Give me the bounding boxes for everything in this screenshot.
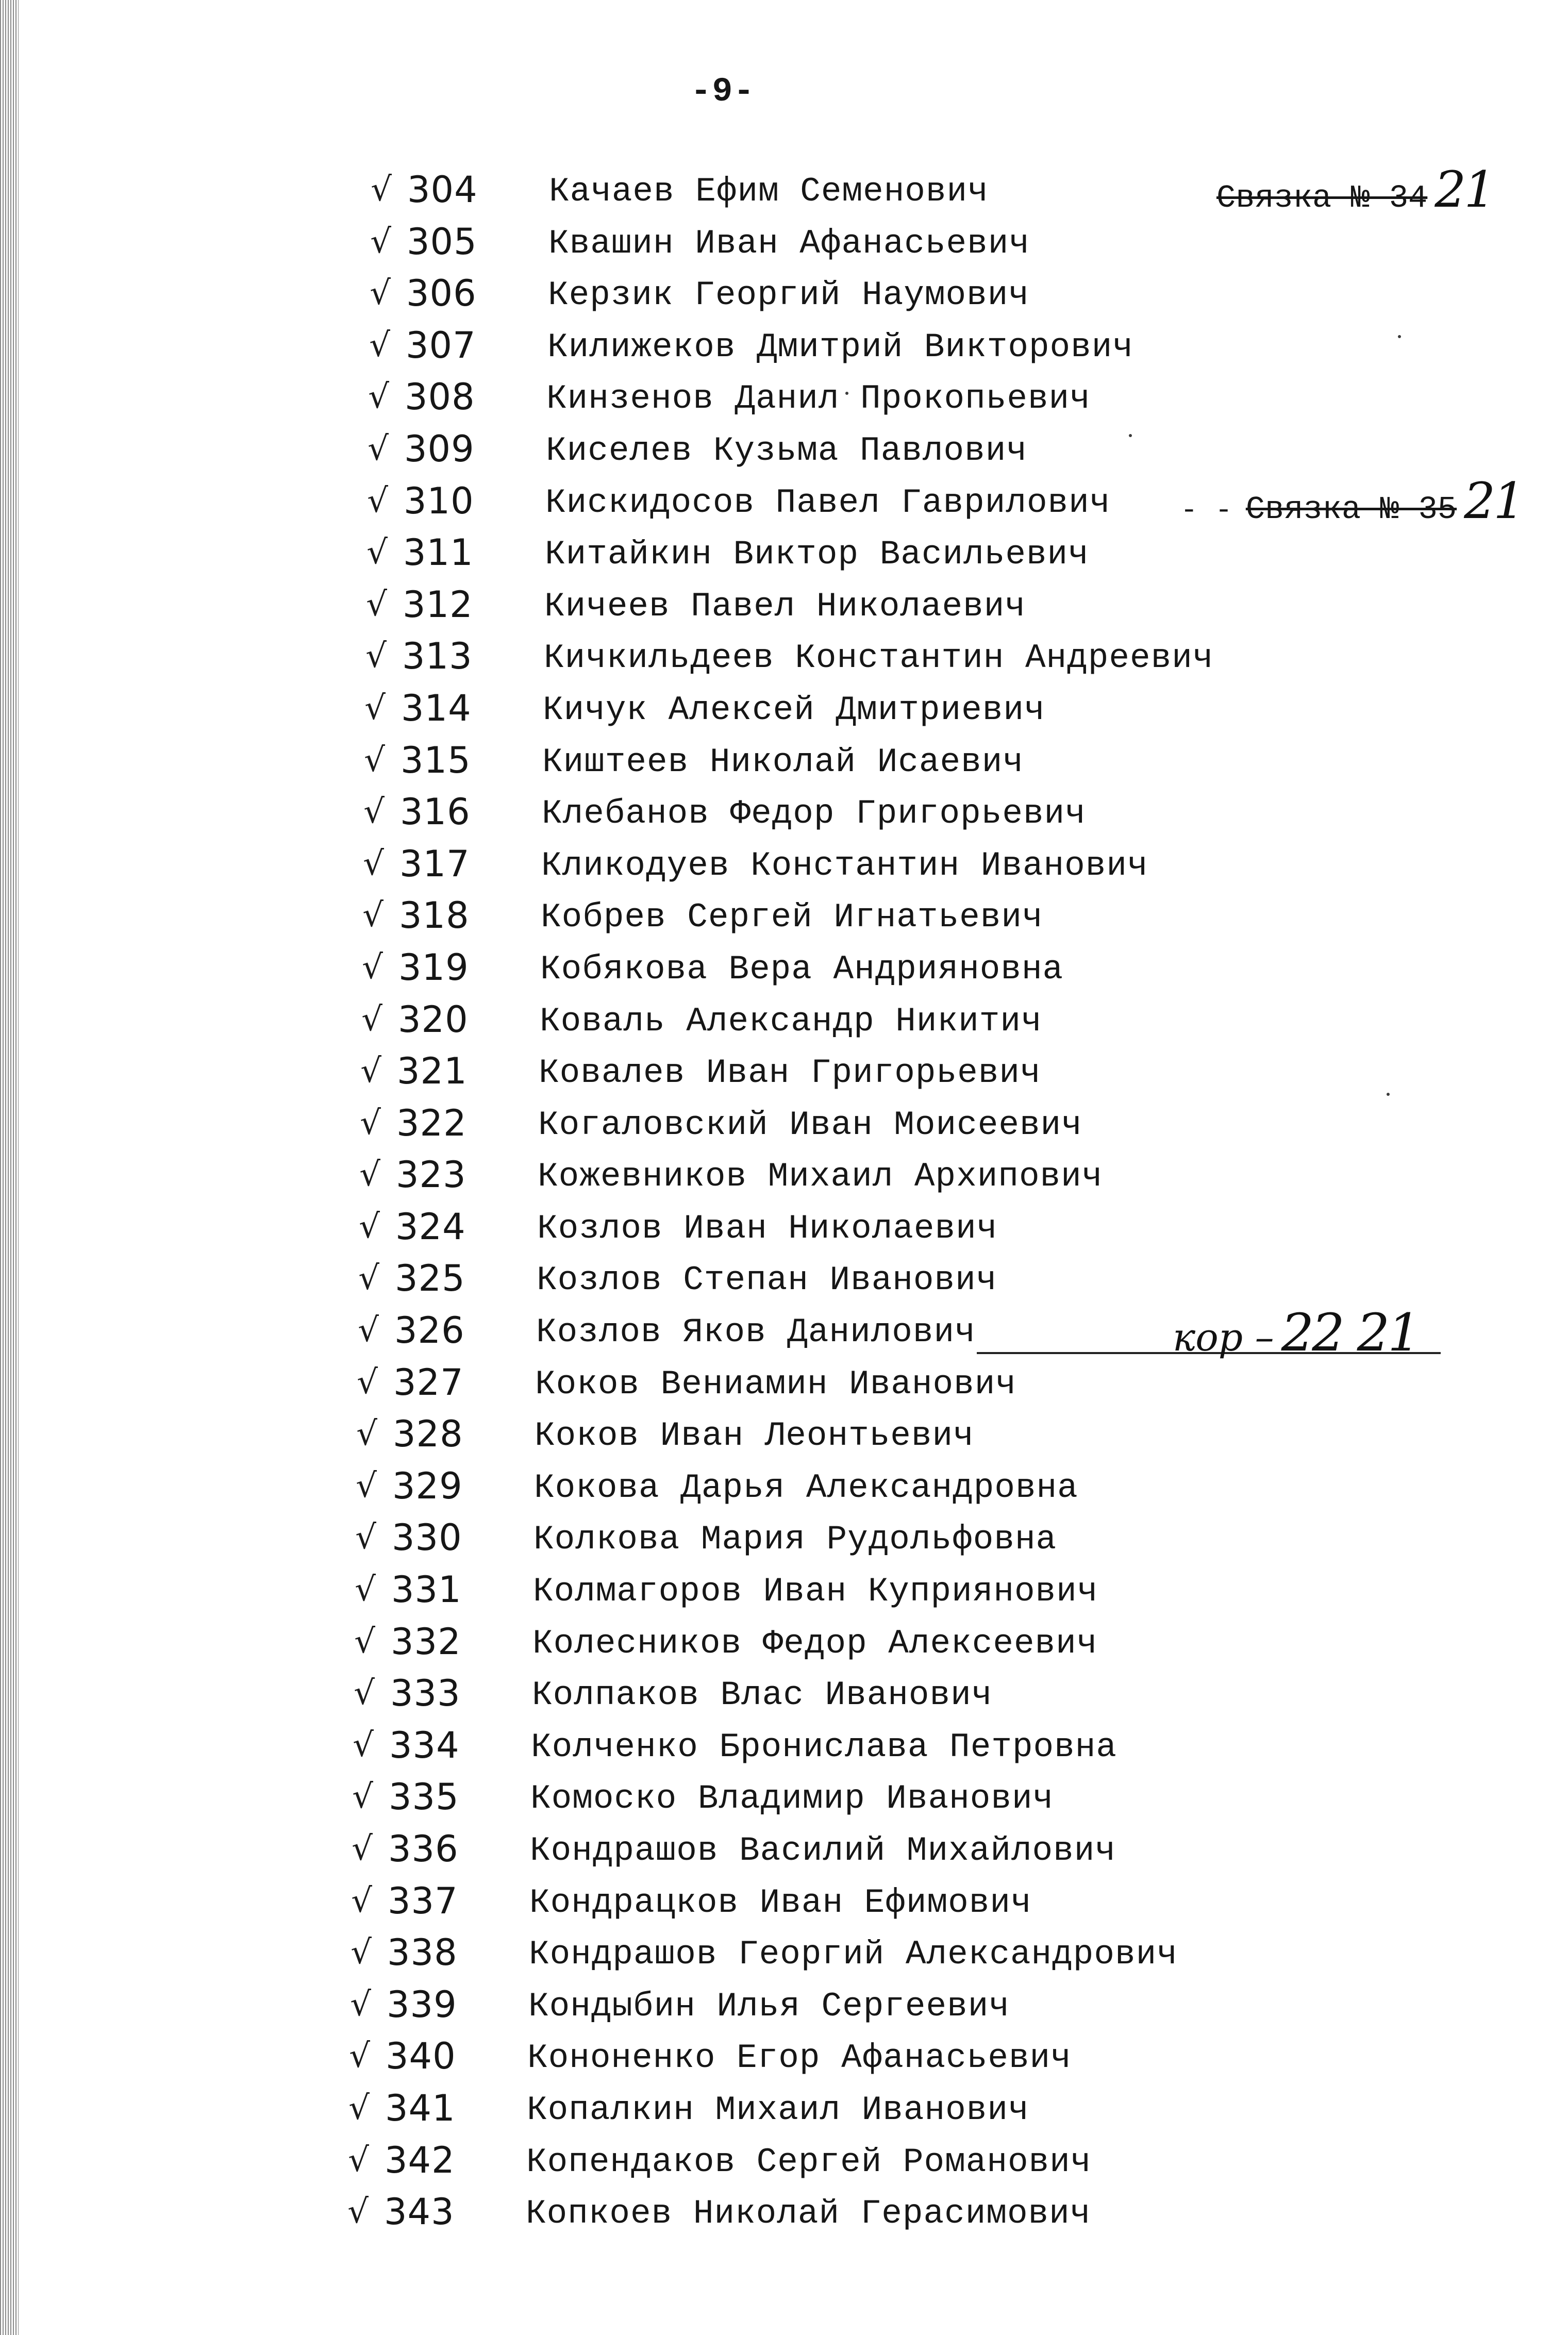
list-row: [0, 682, 1568, 735]
list-row: [0, 161, 1568, 219]
list-row: [0, 320, 1568, 372]
entry-number: 335: [389, 1776, 459, 1819]
list-row: [0, 942, 1568, 994]
person-name: Ковалев Иван Григорьевич: [539, 1054, 1041, 1093]
entry-number: 308: [405, 376, 475, 419]
list-row: [0, 2030, 1568, 2082]
list-row: [0, 527, 1568, 579]
person-name: Кобякова Вера Андрияновна: [540, 949, 1064, 989]
entry-number: 340: [386, 2035, 456, 2078]
correction-label: кор –: [1173, 1315, 1274, 1360]
person-name: Кичкильдеев Константин Андреевич: [544, 639, 1214, 678]
check-mark: √: [356, 1415, 377, 1454]
person-name: Керзик Георгий Наумович: [548, 276, 1029, 315]
list-row: [0, 371, 1568, 423]
check-mark: √: [370, 222, 391, 261]
check-mark: √: [358, 1259, 379, 1298]
person-name: Квашин Иван Афанасьевич: [548, 224, 1030, 263]
check-mark: √: [363, 844, 384, 883]
bundle-note: [1180, 472, 1523, 531]
person-name: Кожевников Михаил Архипович: [538, 1157, 1103, 1196]
entry-number: 336: [388, 1828, 459, 1870]
check-mark: √: [356, 1466, 377, 1505]
check-mark: √: [364, 689, 386, 727]
entry-number: 310: [404, 479, 474, 522]
person-name: Колмагоров Иван Куприянович: [533, 1572, 1098, 1611]
entry-number: 339: [387, 1983, 457, 2026]
check-mark: √: [351, 1933, 372, 1972]
check-mark: √: [355, 1519, 376, 1557]
entry-number: 309: [404, 427, 475, 470]
list-row: [0, 786, 1568, 838]
person-name: Кондрацков Иван Ефимович: [529, 1883, 1032, 1922]
person-name: Кононенко Егор Афанасьевич: [527, 2039, 1072, 2078]
person-name: Козлов Яков Данилович: [536, 1313, 976, 1352]
person-name: Клебанов Федор Григорьевич: [542, 794, 1086, 833]
check-mark: √: [367, 481, 388, 520]
check-mark: √: [368, 429, 389, 468]
entry-number: 334: [389, 1724, 460, 1766]
person-name: Китайкин Виктор Васильевич: [545, 535, 1089, 574]
check-mark: √: [368, 378, 389, 416]
list-row: [0, 838, 1568, 890]
person-name: Коков Вениамин Иванович: [535, 1364, 1016, 1404]
list-row: [0, 1771, 1568, 1823]
list-row: [0, 1408, 1568, 1460]
person-name: Копендаков Сергей Романович: [526, 2142, 1092, 2181]
name-list: [0, 161, 1568, 2238]
person-name: Килижеков Дмитрий Викторович: [547, 327, 1133, 366]
entry-number: 304: [407, 169, 478, 211]
check-mark: √: [358, 1311, 379, 1350]
list-row: [0, 1253, 1568, 1305]
list-row: [0, 630, 1568, 682]
bundle-label: Связка № 34: [1216, 180, 1428, 216]
list-row: [0, 268, 1568, 320]
entry-number: 327: [393, 1361, 464, 1404]
entry-number: 338: [387, 1931, 458, 1974]
entry-number: 330: [392, 1516, 462, 1559]
entry-number: 329: [392, 1464, 463, 1507]
person-name: Кинзенов Данил Прокопьевич: [546, 379, 1091, 419]
entry-number: 317: [399, 842, 470, 885]
list-row: [0, 994, 1568, 1046]
list-row: [0, 1564, 1568, 1616]
person-name: Киштеев Николай Исаевич: [542, 742, 1024, 781]
check-mark: √: [348, 2141, 369, 2179]
check-mark: √: [354, 1674, 375, 1713]
bundle-handwritten-number: 21: [1464, 472, 1523, 530]
list-row: [0, 1149, 1568, 1201]
list-row: [0, 890, 1568, 942]
check-mark: √: [359, 1207, 380, 1246]
entry-number: 322: [396, 1102, 467, 1144]
entry-number: 318: [399, 894, 470, 937]
check-mark: √: [371, 171, 392, 209]
entry-number: 314: [401, 687, 472, 729]
person-name: Качаев Ефим Семенович: [549, 172, 989, 211]
entry-number: 324: [395, 1205, 466, 1248]
list-row: [0, 1927, 1568, 1979]
list-row: [0, 1720, 1568, 1772]
entry-number: 326: [394, 1309, 465, 1352]
list-row: [0, 1201, 1568, 1253]
entry-number: 319: [398, 946, 469, 989]
list-row: [0, 2186, 1568, 2238]
list-row: [0, 2134, 1568, 2187]
check-mark: √: [363, 793, 385, 831]
entry-number: 307: [406, 324, 476, 366]
person-name: Комоско Владимир Иванович: [530, 1779, 1054, 1819]
person-name: Колкова Мария Рудольфовна: [533, 1520, 1057, 1559]
person-name: Кондыбин Илья Сергеевич: [528, 1987, 1010, 2026]
bundle-label: Связка № 35: [1245, 491, 1457, 528]
check-mark: √: [370, 274, 391, 313]
list-row: [0, 1875, 1568, 1927]
list-row: [0, 1460, 1568, 1512]
list-row: [0, 2082, 1568, 2134]
check-mark: √: [352, 1778, 373, 1816]
entry-number: 328: [393, 1413, 463, 1456]
correction-handwritten-number: 22 21: [1281, 1303, 1419, 1363]
list-row: [0, 1667, 1568, 1720]
check-mark: √: [359, 1156, 380, 1194]
person-name: Кондрашов Василий Михайлович: [530, 1831, 1116, 1870]
check-mark: √: [369, 326, 390, 364]
entry-number: 315: [401, 739, 471, 781]
check-mark: √: [349, 2037, 370, 2076]
list-row: [0, 735, 1568, 787]
entry-number: 333: [390, 1672, 461, 1715]
check-mark: √: [366, 533, 388, 572]
entry-number: 323: [396, 1154, 466, 1196]
person-name: Киселев Кузьма Павлович: [546, 431, 1027, 470]
check-mark: √: [357, 1363, 378, 1402]
entry-number: 331: [391, 1569, 462, 1611]
person-name: Козлов Иван Николаевич: [537, 1209, 998, 1248]
list-row: [0, 1303, 1568, 1363]
entry-number: 311: [403, 531, 474, 574]
entry-number: 305: [407, 220, 477, 263]
person-name: Когаловский Иван Моисеевич: [538, 1105, 1082, 1144]
check-mark: √: [354, 1622, 375, 1661]
list-row: [0, 1979, 1568, 2031]
person-name: Кондрашов Георгий Александрович: [529, 1935, 1178, 1974]
check-mark: √: [355, 1571, 376, 1609]
person-name: Колченко Бронислава Петровна: [531, 1727, 1117, 1766]
check-mark: √: [366, 585, 387, 624]
person-name: Кликодуев Константин Иванович: [541, 846, 1148, 885]
check-mark: √: [350, 1985, 371, 2024]
correction-note: [1173, 1303, 1419, 1363]
page-number: -9-: [691, 72, 755, 111]
entry-number: 312: [403, 583, 473, 626]
entry-number: 337: [388, 1879, 458, 1922]
entry-number: 341: [385, 2087, 456, 2129]
check-mark: √: [352, 1830, 373, 1868]
person-name: Кичук Алексей Дмитриевич: [543, 690, 1045, 729]
entry-number: 320: [398, 998, 469, 1041]
person-name: Коваль Александр Никитич: [540, 1002, 1042, 1041]
check-mark: √: [364, 741, 385, 779]
check-mark: √: [360, 1104, 381, 1142]
person-name: Кискидосов Павел Гаврилович: [545, 483, 1111, 522]
list-row: [0, 1616, 1568, 1668]
entry-number: 325: [395, 1257, 465, 1300]
note-dash: - -: [1180, 493, 1232, 527]
check-mark: √: [353, 1726, 374, 1764]
entry-number: 321: [397, 1050, 468, 1093]
list-row: [0, 1045, 1568, 1097]
person-name: Колесников Федор Алексеевич: [532, 1624, 1098, 1663]
list-row: [0, 216, 1568, 268]
check-mark: √: [347, 2193, 369, 2231]
check-mark: √: [360, 1052, 381, 1091]
entry-number: 342: [385, 2139, 455, 2181]
list-row: [0, 1512, 1568, 1564]
check-mark: √: [362, 896, 383, 935]
entry-number: 343: [384, 2191, 455, 2233]
bundle-handwritten-number: 21: [1434, 161, 1494, 219]
list-row: [0, 1823, 1568, 1875]
person-name: Кобрев Сергей Игнатьевич: [541, 898, 1043, 937]
person-name: Копалкин Михаил Иванович: [527, 2090, 1029, 2129]
check-mark: √: [365, 637, 387, 676]
list-row: [0, 1097, 1568, 1149]
entry-number: 306: [406, 272, 477, 315]
person-name: Козлов Степан Иванович: [537, 1261, 997, 1300]
list-row: [0, 579, 1568, 631]
list-row: [0, 423, 1568, 475]
check-mark: √: [361, 1000, 382, 1039]
list-row: [0, 1357, 1568, 1409]
check-mark: √: [348, 2089, 370, 2127]
entry-number: 316: [400, 791, 471, 833]
person-name: Кичеев Павел Николаевич: [544, 587, 1026, 626]
list-row: [0, 472, 1568, 530]
person-name: Колпаков Влас Иванович: [532, 1676, 993, 1715]
bundle-note: [1216, 161, 1494, 219]
person-name: Коков Иван Леонтьевич: [535, 1416, 974, 1456]
check-mark: √: [351, 1881, 372, 1920]
check-mark: √: [362, 948, 383, 987]
entry-number: 313: [402, 635, 473, 678]
entry-number: 332: [391, 1620, 461, 1663]
person-name: Кокова Дарья Александровна: [534, 1468, 1078, 1507]
person-name: Копкоев Николай Герасимович: [526, 2194, 1091, 2233]
